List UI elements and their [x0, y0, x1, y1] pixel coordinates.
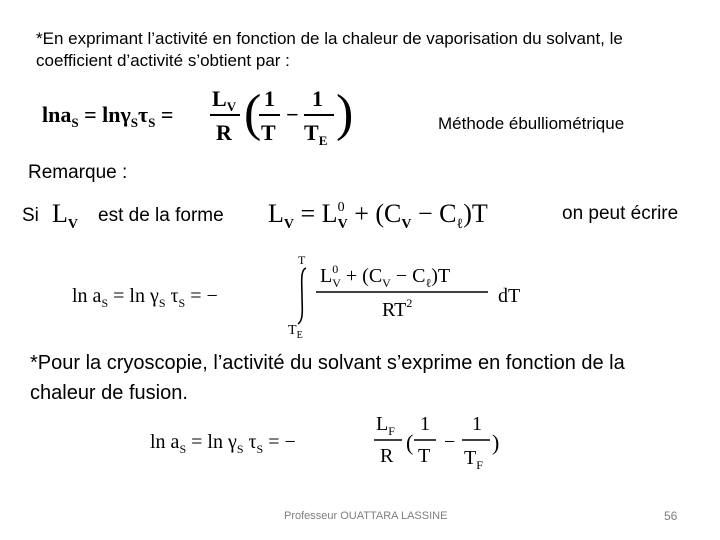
intro-text [36, 28, 696, 72]
eq1-minus: − [286, 102, 299, 127]
remark-si: Si [22, 205, 39, 226]
eq3-lhs: $\ln a_S = \ln \gamma_S$ $\tau_S$ = − [72, 285, 218, 310]
eq1-denominator: R [216, 120, 232, 145]
eq4-inner-den2: $T_F$ [464, 447, 483, 472]
eq3-upper: T [298, 253, 306, 267]
eq1-inner-den1: T [261, 120, 276, 145]
eq3-numerator: $L^0$ $V + (C_V - C_\ell)T$ [320, 262, 451, 290]
remark-forme: est de la forme [98, 205, 224, 226]
method-label: Méthode ébulliométrique [438, 114, 625, 133]
equation-lv-form [266, 192, 556, 232]
intro-line-2: coefficient d’activité s’obtient par : [36, 51, 290, 70]
equation-integral [70, 250, 540, 340]
equation-cryoscopic [148, 410, 518, 476]
eq1-open-paren: ( [244, 85, 262, 142]
eq4-close-paren: ) [492, 430, 500, 455]
lv-symbol [50, 196, 94, 232]
eq1-inner-num1: 1 [264, 86, 275, 111]
eq4-open-paren: ( [406, 430, 414, 455]
equation-ebulliometric [36, 80, 356, 152]
remark-ecrire: on peut écrire [562, 203, 679, 224]
svg-text:LV: $L_V$ [52, 199, 79, 232]
eq4-denominator: R [380, 445, 394, 467]
svg-text:LV = L0V + (CV − Cℓ)T: $L_V = L^0$ $V + (C_V - C_\ell)T$ [268, 199, 488, 232]
eq1-inner-num2: 1 [312, 86, 323, 111]
eq1-numerator: $L_V$ [212, 86, 237, 114]
cryo-line-2: chaleur de fusion. [30, 382, 188, 404]
eq1-close-paren: ) [336, 85, 354, 142]
eq4-lhs: $\ln a_S = \ln \gamma_S$ $\tau_S$ = − [150, 431, 296, 456]
cryo-line-1: *Pour la cryoscopie, l’activité du solvant s’exprime en fonction de la [30, 352, 625, 374]
page-number: 56 [664, 509, 678, 523]
eq4-inner-den1: T [418, 445, 431, 467]
footer-author: Professeur OUATTARA LASSINE [284, 510, 448, 522]
eq4-numerator: $L_F$ [376, 413, 395, 438]
remark-title: Remarque : [28, 162, 128, 183]
eq3-tail: dT [498, 285, 521, 307]
eq4-minus: − [444, 431, 456, 453]
eq1-inner-den2: $T_E$ [304, 120, 328, 148]
eq1-lhs: $\ln a_S = \ln\gamma_S\tau_S$ = [42, 102, 174, 130]
integral-sign [298, 268, 306, 324]
eq4-inner-num1: 1 [420, 413, 430, 435]
intro-line-1: *En exprimant l’activité en fonction de la chaleur de vaporisation du solvant, le [36, 29, 623, 48]
eq3-lower: $T_E$ [288, 323, 303, 340]
eq3-denominator: $RT^2$ [382, 296, 413, 321]
cryoscopy-text [30, 348, 710, 408]
eq4-inner-num2: 1 [472, 413, 482, 435]
